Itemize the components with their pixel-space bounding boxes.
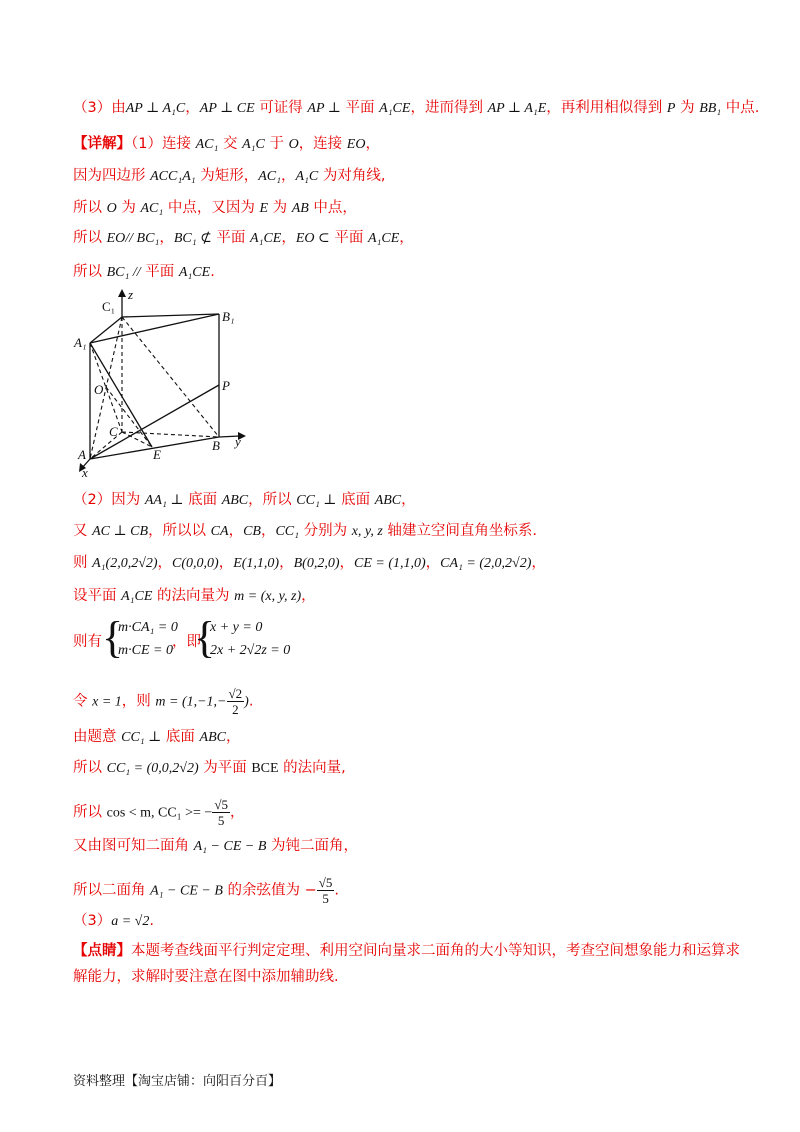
- part3-hint-line: （3）由AP ⊥ A₁C，AP ⊥ CE 可证得 AP ⊥ 平面 A₁CE，进而得到 AP ⊥ A₁E，再利用相似得到 P 为 BB₁ 中点.: [73, 100, 760, 116]
- system1-brace: {: [102, 613, 124, 662]
- detail-line-5: 所以 BC₁ // 平面 A₁CE.: [73, 264, 215, 280]
- part2-line-5b: ，即: [172, 634, 201, 650]
- label-p: P: [222, 378, 230, 393]
- label-o: O: [94, 382, 104, 397]
- label-b: B: [212, 438, 220, 453]
- page-footer: 资料整理【淘宝店铺：向阳百分百】: [73, 1074, 282, 1089]
- fraction-sqrt5-over-5: $\frac{√5}{5}$: [214, 797, 228, 828]
- system1-row1: m·CA₁ = 0: [118, 620, 178, 635]
- detail-line-3: 所以 O 为 AC₁ 中点，又因为 E 为 AB 中点，: [73, 200, 357, 216]
- label-y: y: [235, 434, 241, 449]
- part2-line-6: 令 x = 1，则 m = (1,−1,− $\frac{√2}{2}$ ).: [73, 686, 254, 717]
- label-a: A: [78, 447, 86, 462]
- comment-line-1: 【点睛】本题考查线面平行判定定理、利用空间向量求二面角的大小等知识，考查空间想象能力和运算求: [73, 943, 740, 959]
- fraction-sqrt2-over-2: $\frac{√2}{2}$: [228, 686, 243, 717]
- detail-line-4: 所以 EO// BC₁，BC₁ ⊄ 平面 A₁CE，EO ⊂ 平面 A₁CE，: [73, 230, 414, 246]
- comment-line-2: 解能力，求解时要注意在图中添加辅助线.: [73, 969, 339, 985]
- part3-answer-line: （3）a = √2.: [73, 913, 154, 929]
- detail-line-2: 因为四边形 ACC₁A₁ 为矩形，AC₁，A₁C 为对角线,: [73, 168, 386, 184]
- label-e: E: [153, 447, 161, 462]
- detail-tag: 【详解】: [73, 136, 131, 152]
- part2-line-5: 则有: [73, 634, 102, 650]
- label-c: C: [109, 424, 118, 439]
- label-b1: B₁: [222, 309, 235, 324]
- system2-row2: 2x + 2√2z = 0: [210, 643, 291, 658]
- diag-c1-b-hidden: [122, 317, 219, 437]
- prism-figure: [72, 287, 272, 477]
- system2-brace: {: [194, 613, 216, 662]
- part2-line-9: 所以 cos < m, CC₁ >= − $\frac{√5}{5}$ ，: [73, 797, 245, 828]
- part2-line-3: 则 A₁(2,0,2√2)，C(0,0,0)，E(1,1,0)，B(0,2,0)，CE = (1,1,0)，CA₁ = (2,0,2√2)，: [73, 555, 546, 571]
- part2-line-11: 所以二面角 A₁ − CE − B 的余弦值为 − $\frac{√5}{5}$ .: [73, 875, 339, 906]
- system2-row1: x + y = 0: [210, 620, 263, 635]
- edge-a1-b1: [90, 314, 219, 343]
- part2-line-2: 又 AC ⊥ CB，所以以 CA，CB，CC₁ 分别为 x, y, z 轴建立空间直角坐标系.: [73, 523, 538, 539]
- part2-line-4: 设平面 A₁CE 的法向量为 m = (x, y, z)，: [73, 588, 316, 604]
- detail-line-1: 【详解】（1）连接 AC₁ 交 A₁C 于 O，连接 EO，: [73, 136, 380, 152]
- edge-c-b-hidden: [122, 432, 219, 437]
- system1-row2: m·CE = 0: [118, 643, 173, 658]
- fraction-answer: $\frac{√5}{5}$: [318, 875, 333, 906]
- label-x: x: [82, 465, 88, 477]
- part2-line-7: 由题意 CC₁ ⊥ 底面 ABC，: [73, 729, 241, 745]
- z-axis-arrow: [118, 289, 126, 297]
- comment-tag: 【点睛】: [73, 943, 131, 959]
- edge-c1-b1: [122, 314, 219, 317]
- part2-line-10: 又由图可知二面角 A₁ − CE − B 为钝二面角，: [73, 838, 358, 854]
- part2-line-8: 所以 CC₁ = (0,0,2√2) 为平面 BCE 的法向量,: [73, 760, 346, 776]
- part2-line-1: （2）因为 AA₁ ⊥ 底面 ABC，所以 CC₁ ⊥ 底面 ABC，: [73, 492, 416, 508]
- label-z: z: [128, 287, 134, 302]
- label-c1: C₁: [102, 299, 116, 314]
- label-a1: A₁: [74, 335, 87, 350]
